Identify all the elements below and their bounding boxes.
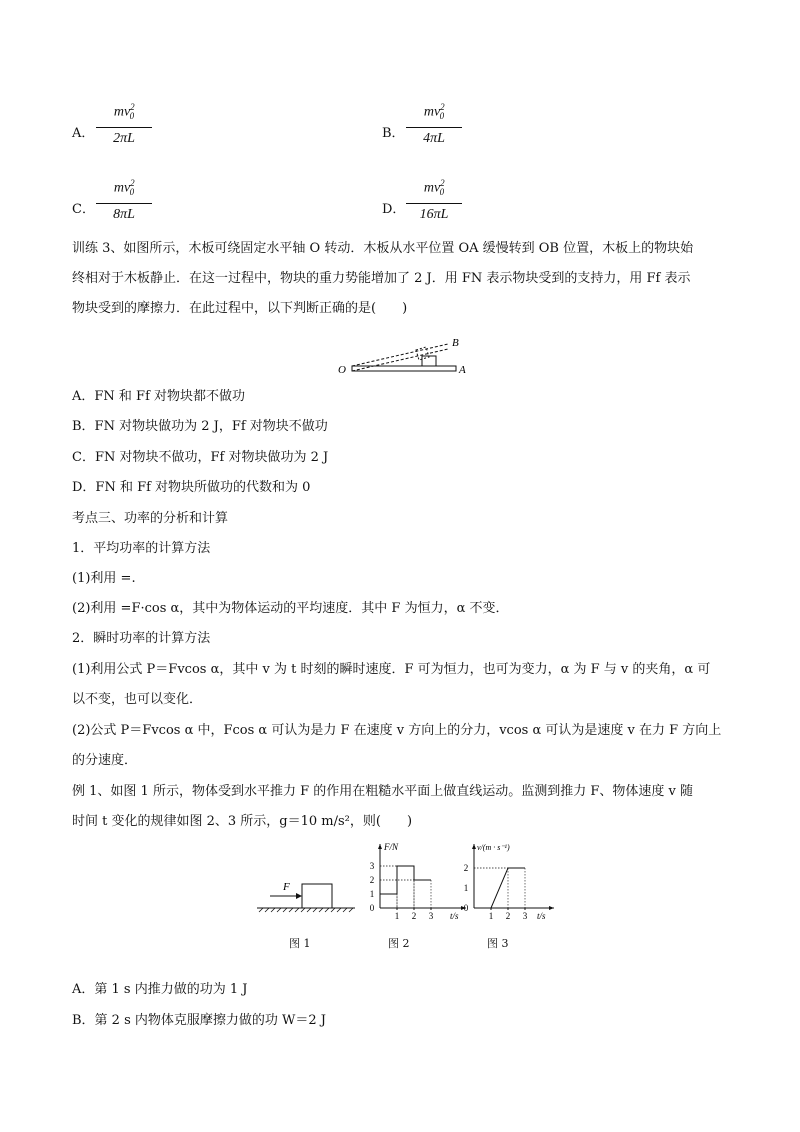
q3-option-d[interactable]: D．FN 和 Ff 对物块所做功的代数和为 0 — [72, 480, 311, 495]
x-tick-label: 1 — [488, 911, 494, 921]
option-label: A． — [72, 126, 95, 141]
label-o: O — [338, 364, 346, 376]
x-tick-label: 2 — [505, 911, 511, 921]
option-b[interactable] — [382, 98, 582, 147]
figure-1 — [255, 860, 365, 920]
board-horizontal — [352, 366, 456, 371]
force-label: F — [283, 881, 290, 893]
board-tilted-bottom — [352, 349, 448, 371]
y-axis-label: F/N — [384, 842, 399, 852]
option-c[interactable] — [72, 174, 272, 223]
para-1: (1)利用 =. — [72, 571, 136, 586]
q3-option-c[interactable]: C．FN 对物块不做功，Ff 对物块做功为 2 J — [72, 450, 329, 465]
x-tick-label: 3 — [428, 911, 434, 921]
series-line — [474, 868, 525, 908]
para-3b: 以不变，也可以变化． — [72, 692, 203, 707]
block — [302, 884, 332, 908]
x-tick-label: 3 — [522, 911, 528, 921]
y-axis-arrow — [378, 844, 382, 849]
x-tick-label: 2 — [411, 911, 417, 921]
board-diagram — [330, 330, 470, 380]
y-tick-label: 2 — [369, 875, 375, 885]
y-tick-label: 3 — [369, 861, 375, 871]
x-tick-label: 1 — [394, 911, 400, 921]
section-title: 考点三、功率的分析和计算 — [72, 511, 229, 526]
para-3a: (1)利用公式 P＝Fvcos α，其中 v 为 t 时刻的瞬时速度．F 可为恒力，也可为变力，α 为 F 与 v 的夹角，α 可 — [72, 662, 711, 677]
y-tick-label: 1 — [369, 889, 375, 899]
q3-line-1: 训练 3、如图所示，木板可绕固定水平轴 O 转动．木板从水平位置 OA 缓慢转到 OB 位置，木板上的物块始 — [72, 241, 694, 256]
y-tick-label: 0 — [369, 903, 375, 913]
fraction: $mv^2_0$ 4πL — [404, 98, 464, 148]
ground-hatching — [259, 908, 353, 912]
example-option-b[interactable]: B．第 2 s 内物体克服摩擦力做的功 W＝2 J — [72, 1013, 327, 1028]
y-tick-label: 2 — [463, 863, 469, 873]
example-option-a[interactable]: A．第 1 s 内推力做的功为 1 J — [72, 982, 248, 997]
q3-option-b[interactable]: B．FN 对物块做功为 2 J，Ff 对物块不做功 — [72, 419, 328, 434]
para-4b: 的分速度． — [72, 753, 138, 768]
option-d[interactable] — [382, 174, 582, 223]
x-axis-arrow — [549, 906, 554, 910]
x-axis-label: t/s — [450, 911, 459, 921]
board-tilted-top — [352, 344, 448, 366]
q3-line-3: 物块受到的摩擦力．在此过程中，以下判断正确的是( ) — [72, 301, 408, 316]
fraction: $mv^2_0$ 16πL — [404, 174, 464, 224]
fraction: $mv^2_0$ 2πL — [94, 98, 154, 148]
option-label: B． — [382, 126, 405, 141]
label-b: B — [452, 337, 459, 349]
option-a[interactable] — [72, 98, 272, 147]
y-tick-label: 1 — [463, 883, 469, 893]
y-axis-label: v/(m · s⁻¹) — [477, 843, 510, 852]
example-line-2: 时间 t 变化的规律如图 2、3 所示，g＝10 m/s²，则( ) — [72, 814, 413, 829]
q3-line-2: 终相对于木板静止．在这一过程中，物块的重力势能增加了 2 J．用 FN 表示物块受到的支持力，用 Ff 表示 — [72, 271, 691, 286]
y-tick-label: 0 — [463, 903, 469, 913]
force-arrowhead — [296, 893, 302, 899]
option-label: C． — [72, 202, 95, 217]
figure-3-v-t-chart — [462, 840, 562, 925]
para-2: (2)利用 =F·cos α，其中为物体运动的平均速度．其中 F 为恒力，α 不变． — [72, 601, 509, 616]
fraction: $mv^2_0$ 8πL — [94, 174, 154, 224]
figure-2-f-t-chart — [360, 840, 470, 925]
heading-instant-power: 2．瞬时功率的计算方法 — [72, 631, 211, 646]
para-4a: (2)公式 P＝Fvcos α 中，Fcos α 可认为是力 F 在速度 v 方向上的分力，vcos α 可认为是速度 v 在力 F 方向上 — [72, 723, 722, 738]
label-a: A — [459, 364, 466, 376]
option-label: D． — [382, 202, 406, 217]
caption-1: 图 1 — [289, 937, 311, 950]
caption-2: 图 2 — [388, 937, 410, 950]
example-line-1: 例 1、如图 1 所示，物体受到水平推力 F 的作用在粗糙水平面上做直线运动。监测到推力 F、物体速度 v 随 — [72, 784, 693, 799]
heading-average-power: 1．平均功率的计算方法 — [72, 541, 211, 556]
x-axis-label: t/s — [537, 911, 546, 921]
q3-option-a[interactable]: A．FN 和 Ff 对物块都不做功 — [72, 389, 246, 404]
caption-3: 图 3 — [487, 937, 509, 950]
y-axis-arrow — [472, 844, 476, 849]
